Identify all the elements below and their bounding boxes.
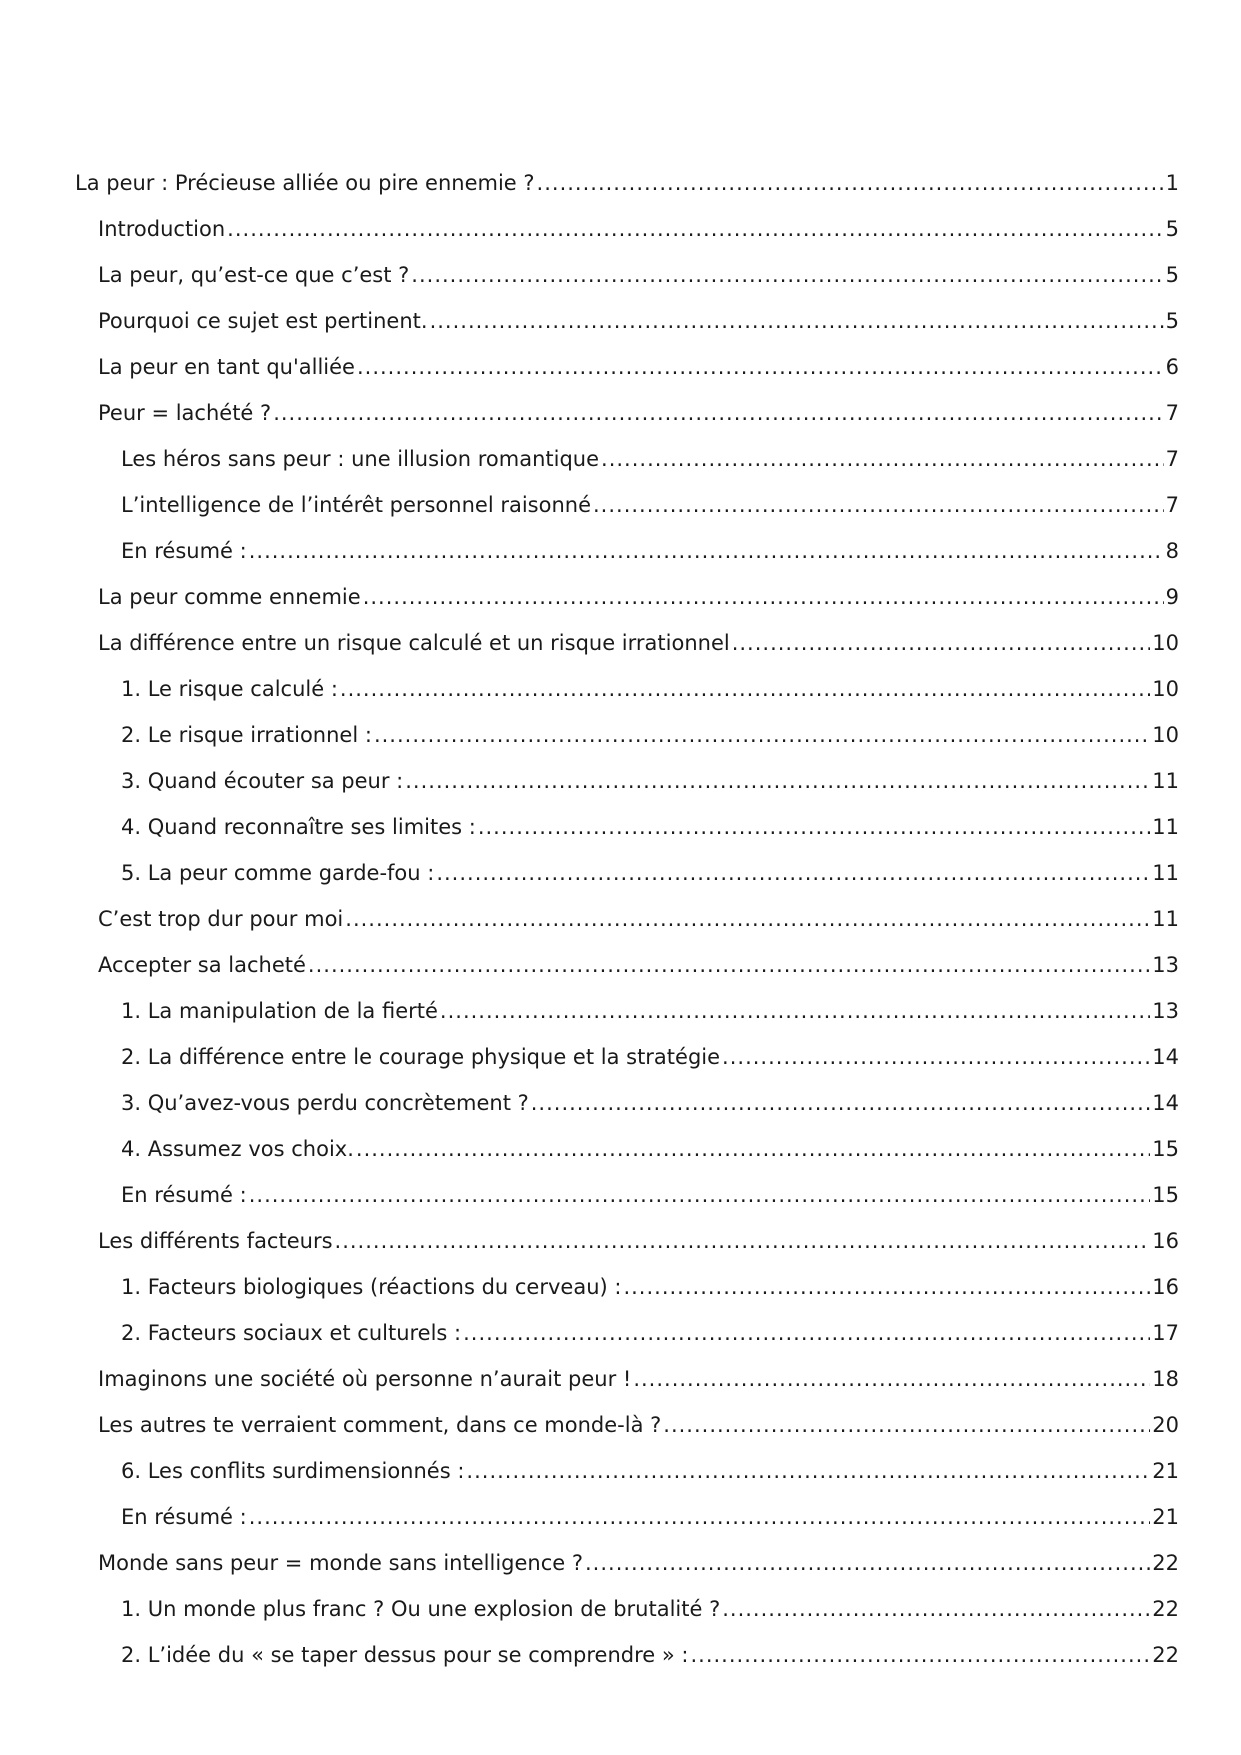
toc-entry[interactable] [121, 536, 1179, 582]
toc-page-number: 13 [1152, 999, 1179, 1023]
toc-dot-leader [601, 444, 1164, 474]
toc-entry-title: 1. La manipulation de la fierté [121, 999, 438, 1023]
toc-entry[interactable] [98, 1364, 1179, 1410]
toc-page-number: 20 [1152, 1413, 1179, 1437]
toc-page-number: 7 [1165, 447, 1179, 471]
toc-page-number: 10 [1152, 677, 1179, 701]
toc-dot-leader [537, 168, 1164, 198]
toc-entry[interactable] [98, 398, 1179, 444]
toc-dot-leader [623, 1272, 1150, 1302]
toc-entry-title: 6. Les conflits surdimensionnés : [121, 1459, 465, 1483]
toc-dot-leader [436, 858, 1150, 888]
toc-entry[interactable] [121, 1134, 1179, 1180]
toc-page-number: 22 [1152, 1597, 1179, 1621]
toc-page-number: 8 [1165, 539, 1179, 563]
toc-entry-title: C’est trop dur pour moi [98, 907, 344, 931]
toc-entry-title: Accepter sa lacheté [98, 953, 306, 977]
toc-dot-leader [227, 214, 1163, 244]
toc-entry-title: Monde sans peur = monde sans intelligence ? [98, 1551, 583, 1575]
toc-entry-title: La peur en tant qu'alliée [98, 355, 355, 379]
toc-page-number: 6 [1165, 355, 1179, 379]
toc-page-number: 15 [1152, 1137, 1179, 1161]
toc-entry-title: Les héros sans peur : une illusion romantique [121, 447, 600, 471]
toc-entry-title: 1. Facteurs biologiques (réactions du cerveau) : [121, 1275, 622, 1299]
toc-entry-title: 2. Le risque irrationnel : [121, 723, 372, 747]
toc-entry-title: 1. Un monde plus franc ? Ou une explosion de brutalité ? [121, 1597, 721, 1621]
toc-dot-leader [466, 1456, 1150, 1486]
toc-page-number: 11 [1152, 769, 1179, 793]
toc-entry-title: 3. Quand écouter sa peur : [121, 769, 404, 793]
toc-dot-leader [463, 1318, 1150, 1348]
table-of-contents [0, 168, 1241, 1686]
toc-entry-title: 4. Assumez vos choix. [121, 1137, 354, 1161]
toc-dot-leader [593, 490, 1164, 520]
toc-dot-leader [273, 398, 1163, 428]
toc-entry[interactable] [98, 352, 1179, 398]
toc-entry[interactable] [98, 1410, 1179, 1456]
toc-page-number: 21 [1152, 1459, 1179, 1483]
toc-dot-leader [340, 674, 1150, 704]
toc-page-number: 14 [1152, 1045, 1179, 1069]
toc-entry[interactable] [121, 766, 1179, 812]
toc-entry[interactable] [121, 1640, 1179, 1686]
toc-entry[interactable] [121, 812, 1179, 858]
toc-entry-title: La peur, qu’est-ce que c’est ? [98, 263, 410, 287]
toc-entry-title: En résumé : [121, 539, 247, 563]
toc-page-number: 17 [1152, 1321, 1179, 1345]
toc-entry[interactable] [121, 1088, 1179, 1134]
toc-dot-leader [690, 1640, 1150, 1670]
toc-entry-title: La peur comme ennemie [98, 585, 361, 609]
toc-entry[interactable] [121, 1180, 1179, 1226]
toc-page-number: 5 [1165, 217, 1179, 241]
toc-page-number: 7 [1165, 493, 1179, 517]
toc-entry-title: 4. Quand reconnaître ses limites : [121, 815, 476, 839]
toc-entry[interactable] [98, 1226, 1179, 1272]
toc-dot-leader [663, 1410, 1150, 1440]
toc-entry-title: Introduction [98, 217, 226, 241]
toc-dot-leader [440, 996, 1150, 1026]
toc-entry[interactable] [121, 1318, 1179, 1364]
toc-page-number: 7 [1165, 401, 1179, 425]
toc-entry-title: La différence entre un risque calculé et un risque irrationnel [98, 631, 730, 655]
toc-page-number: 14 [1152, 1091, 1179, 1115]
toc-dot-leader [585, 1548, 1150, 1578]
toc-dot-leader [478, 812, 1150, 842]
toc-page-number: 16 [1152, 1275, 1179, 1299]
toc-entry-title: En résumé : [121, 1505, 247, 1529]
toc-entry-title: 2. L’idée du « se taper dessus pour se comprendre » : [121, 1643, 689, 1667]
toc-entry[interactable] [98, 306, 1179, 352]
toc-entry-title: 1. Le risque calculé : [121, 677, 338, 701]
toc-entry-title: Pourquoi ce sujet est pertinent. [98, 309, 428, 333]
toc-entry[interactable] [121, 1456, 1179, 1502]
toc-dot-leader [363, 582, 1164, 612]
toc-entry-title: Imaginons une société où personne n’aurait peur ! [98, 1367, 632, 1391]
toc-entry[interactable] [75, 168, 1179, 214]
toc-dot-leader [411, 260, 1163, 290]
toc-page-number: 13 [1152, 953, 1179, 977]
toc-dot-leader [249, 536, 1164, 566]
toc-page-number: 21 [1152, 1505, 1179, 1529]
toc-page-number: 22 [1152, 1551, 1179, 1575]
toc-entry-title: 5. La peur comme garde-fou : [121, 861, 435, 885]
toc-entry[interactable] [121, 996, 1179, 1042]
toc-entry-title: En résumé : [121, 1183, 247, 1207]
toc-dot-leader [633, 1364, 1150, 1394]
toc-entry[interactable] [121, 1502, 1179, 1548]
toc-entry[interactable] [121, 1042, 1179, 1088]
toc-dot-leader [357, 352, 1164, 382]
toc-page-number: 1 [1165, 171, 1179, 195]
toc-page-number: 5 [1165, 309, 1179, 333]
toc-page-number: 11 [1152, 815, 1179, 839]
toc-entry[interactable] [121, 490, 1179, 536]
toc-dot-leader [430, 306, 1164, 336]
toc-dot-leader [356, 1134, 1150, 1164]
toc-page-number: 16 [1152, 1229, 1179, 1253]
toc-page-number: 10 [1152, 723, 1179, 747]
toc-entry[interactable] [121, 674, 1179, 720]
toc-dot-leader [732, 628, 1151, 658]
toc-dot-leader [374, 720, 1150, 750]
toc-entry[interactable] [98, 582, 1179, 628]
toc-entry[interactable] [121, 1594, 1179, 1640]
toc-entry[interactable] [98, 260, 1179, 306]
toc-dot-leader [722, 1042, 1150, 1072]
toc-page-number: 11 [1152, 907, 1179, 931]
toc-dot-leader [335, 1226, 1151, 1256]
toc-entry[interactable] [98, 1548, 1179, 1594]
toc-page-number: 22 [1152, 1643, 1179, 1667]
toc-entry-title: Peur = lachété ? [98, 401, 272, 425]
toc-page-number: 11 [1152, 861, 1179, 885]
toc-entry-title: 3. Qu’avez-vous perdu concrètement ? [121, 1091, 529, 1115]
toc-page-number: 5 [1165, 263, 1179, 287]
toc-dot-leader [249, 1502, 1151, 1532]
toc-dot-leader [722, 1594, 1150, 1624]
toc-entry[interactable] [98, 628, 1179, 674]
toc-dot-leader [405, 766, 1150, 796]
toc-entry-title: Les différents facteurs [98, 1229, 333, 1253]
toc-dot-leader [308, 950, 1150, 980]
toc-entry[interactable] [98, 904, 1179, 950]
toc-entry[interactable] [121, 858, 1179, 904]
toc-page-number: 9 [1165, 585, 1179, 609]
toc-page-number: 10 [1152, 631, 1179, 655]
toc-entry[interactable] [98, 950, 1179, 996]
toc-page-number: 18 [1152, 1367, 1179, 1391]
toc-entry-title: 2. La différence entre le courage physique et la stratégie [121, 1045, 721, 1069]
toc-page-number: 15 [1152, 1183, 1179, 1207]
toc-entry[interactable] [121, 1272, 1179, 1318]
toc-entry-title: Les autres te verraient comment, dans ce monde-là ? [98, 1413, 662, 1437]
toc-entry-title: 2. Facteurs sociaux et culturels : [121, 1321, 462, 1345]
toc-dot-leader [531, 1088, 1151, 1118]
toc-entry[interactable] [98, 214, 1179, 260]
toc-dot-leader [249, 1180, 1151, 1210]
toc-entry[interactable] [121, 720, 1179, 766]
toc-dot-leader [345, 904, 1150, 934]
toc-entry[interactable] [121, 444, 1179, 490]
toc-entry-title: La peur : Précieuse alliée ou pire ennemie ? [75, 171, 535, 195]
toc-entry-title: L’intelligence de l’intérêt personnel raisonné [121, 493, 591, 517]
